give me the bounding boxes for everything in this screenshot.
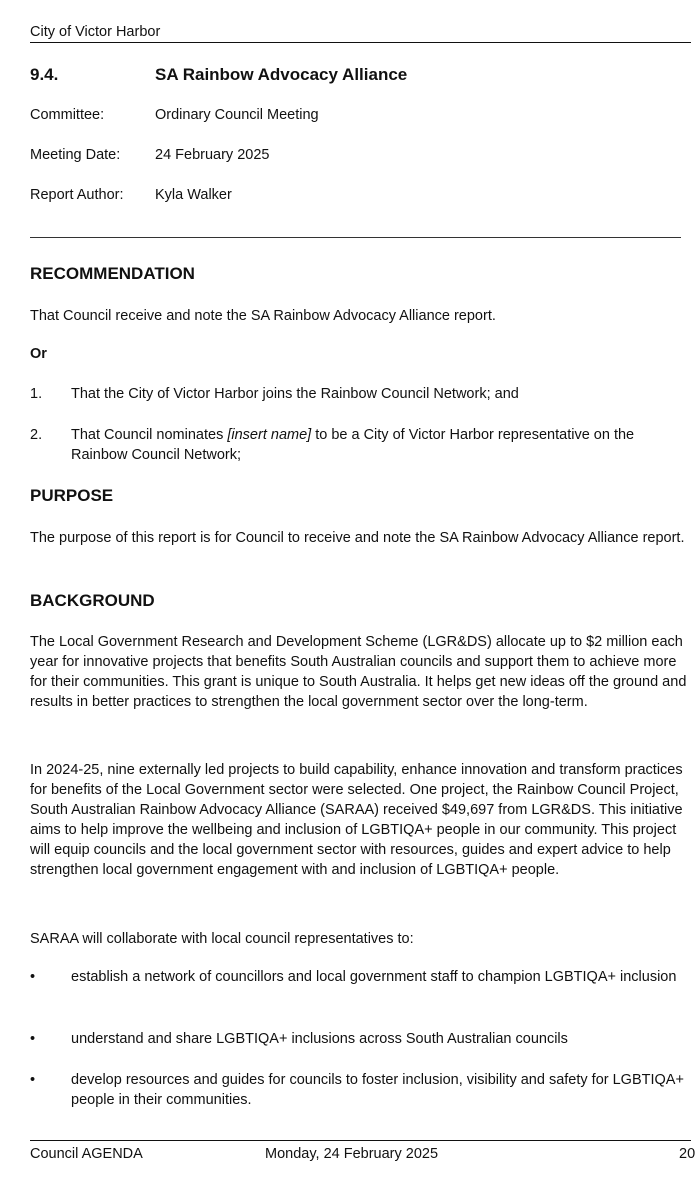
recommendation-heading: RECOMMENDATION	[30, 264, 195, 283]
background-paragraph-2: In 2024-25, nine externally led projects to build capability, enhance innovation and transform practices for benefits of the Local Government sector were selected. One project, the Rainbow Council Project, South Australian Rainbow Advocacy Alliance (SARAA) received $49,697 from LGR&DS. This initiative aims to help improve the wellbeing and inclusion of LGBTIQA+ people in our community. This project will equip councils and the local government sector with resources, guides and expert advice to help strengthen local government engagement with and inclusion of LGBTIQA+ people.	[30, 762, 683, 878]
background-paragraph-1: The Local Government Research and Development Scheme (LGR&DS) allocate up to $2 million each year for innovative projects that benefits South Australian councils and support them to achieve more for their communities. This grant is unique to South Australia. It helps get new ideas off the ground and results in better practices to strengthen the local government sector over the long-term.	[30, 634, 687, 710]
report-author-value: Kyla Walker	[155, 187, 232, 203]
bullet-2-marker: •	[30, 1031, 36, 1047]
bullet-2-text: understand and share LGBTIQA+ inclusions across South Australian councils	[71, 1031, 568, 1047]
footer-date: Monday, 24 February 2025	[265, 1146, 439, 1162]
header-divider	[30, 42, 691, 43]
background-paragraph-3: SARAA will collaborate with local council representatives to:	[30, 931, 414, 947]
recommendation-item-2-number: 2.	[30, 427, 43, 443]
meeting-date-value: 24 February 2025	[155, 147, 270, 163]
recommendation-item-2-text: That Council nominates [insert name] to be a City of Victor Harbor representative on the Rainbow Council Network;	[71, 427, 635, 463]
bullet-3-text: develop resources and guides for councils to foster inclusion, visibility and safety for LGBTIQA+ people in their communities.	[71, 1072, 684, 1108]
bullet-3-marker: •	[30, 1072, 36, 1088]
item-number: 9.4.	[30, 65, 59, 84]
bullet-1-text: establish a network of councillors and local government staff to champion LGBTIQA+ inclusion	[71, 969, 677, 985]
recommendation-or: Or	[30, 346, 47, 362]
recommendation-text: That Council receive and note the SA Rainbow Advocacy Alliance report.	[30, 308, 496, 324]
recommendation-item-1-text: That the City of Victor Harbor joins the Rainbow Council Network; and	[71, 386, 519, 402]
background-heading: BACKGROUND	[30, 591, 155, 610]
committee-value: Ordinary Council Meeting	[155, 107, 319, 123]
insert-name-placeholder: [insert name]	[227, 427, 312, 443]
bullet-1-marker: •	[30, 969, 36, 985]
committee-label: Committee:	[30, 107, 105, 123]
meeting-date-label: Meeting Date:	[30, 147, 121, 163]
recommendation-item-1-number: 1.	[30, 386, 43, 402]
section-divider	[30, 237, 681, 238]
item-title: SA Rainbow Advocacy Alliance	[155, 65, 408, 84]
header-organisation: City of Victor Harbor	[30, 24, 161, 40]
report-author-label: Report Author:	[30, 187, 124, 203]
footer-page-number: 20	[679, 1146, 695, 1162]
footer-document-type: Council AGENDA	[30, 1146, 143, 1162]
footer-divider	[30, 1140, 691, 1141]
purpose-text: The purpose of this report is for Council to receive and note the SA Rainbow Advocacy Alliance report.	[30, 530, 685, 546]
purpose-heading: PURPOSE	[30, 486, 114, 505]
